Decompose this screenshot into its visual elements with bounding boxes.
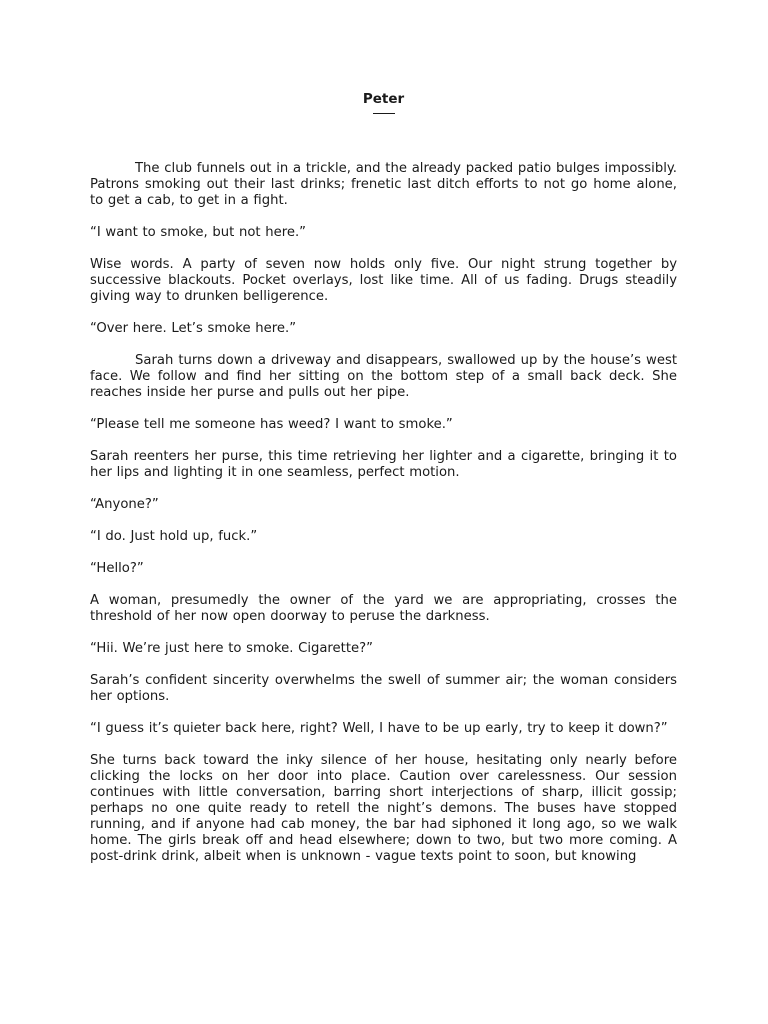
paragraph-14: “I guess it’s quieter back here, right? Well, I have to be up early, try to keep it down?” xyxy=(90,721,668,736)
paragraph-15: She turns back toward the inky silence of her house, hesitating only nearly before clicking the locks on her door into place. Caution over carelessness. Our session continues with little conversation, barring short interjections of sharp, illicit gossip; perhaps no one quite ready to retell the night’s demons. The buses have stopped running, and if anyone had cab money, the bar had siphoned it long ago, so we walk home. The girls break off and head elsewhere; down to two, but two more coming. A post-drink drink, albeit when is unknown - vague texts point to soon, but knowing xyxy=(90,753,677,864)
paragraph-6: “Please tell me someone has weed? I want to smoke.” xyxy=(90,417,453,432)
paragraph-10: “Hello?” xyxy=(90,561,144,576)
paragraph-2: “I want to smoke, but not here.” xyxy=(90,225,307,240)
paragraph-11: A woman, presumedly the owner of the yard we are appropriating, crosses the threshold of her now open doorway to peruse the darkness. xyxy=(90,593,677,624)
paragraph-3: Wise words. A party of seven now holds only five. Our night strung together by successive blackouts. Pocket overlays, lost like time. All of us fading. Drugs steadily giving way to drunken belligerence. xyxy=(90,257,677,304)
document-body xyxy=(90,161,677,865)
paragraph-8: “Anyone?” xyxy=(90,497,159,512)
paragraph-4: “Over here. Let’s smoke here.” xyxy=(90,321,297,336)
paragraph-9: “I do. Just hold up, fuck.” xyxy=(90,529,258,544)
paragraph-13: Sarah’s confident sincerity overwhelms the swell of summer air; the woman considers her options. xyxy=(90,673,677,704)
document-page xyxy=(90,90,677,865)
title-underline xyxy=(373,113,395,114)
paragraph-12: “Hii. We’re just here to smoke. Cigarette?” xyxy=(90,641,373,656)
page-title: Peter xyxy=(362,91,405,107)
paragraph-7: Sarah reenters her purse, this time retrieving her lighter and a cigarette, bringing it to her lips and lighting it in one seamless, perfect motion. xyxy=(90,449,677,480)
paragraph-5: Sarah turns down a driveway and disappears, swallowed up by the house’s west face. We follow and find her sitting on the bottom step of a small back deck. She reaches inside her purse and pulls out her pipe. xyxy=(90,353,677,400)
paragraph-1: The club funnels out in a trickle, and the already packed patio bulges impossibly. Patrons smoking out their last drinks; frenetic last ditch efforts to not go home alone, to get a cab, to get in a fight. xyxy=(90,161,677,208)
